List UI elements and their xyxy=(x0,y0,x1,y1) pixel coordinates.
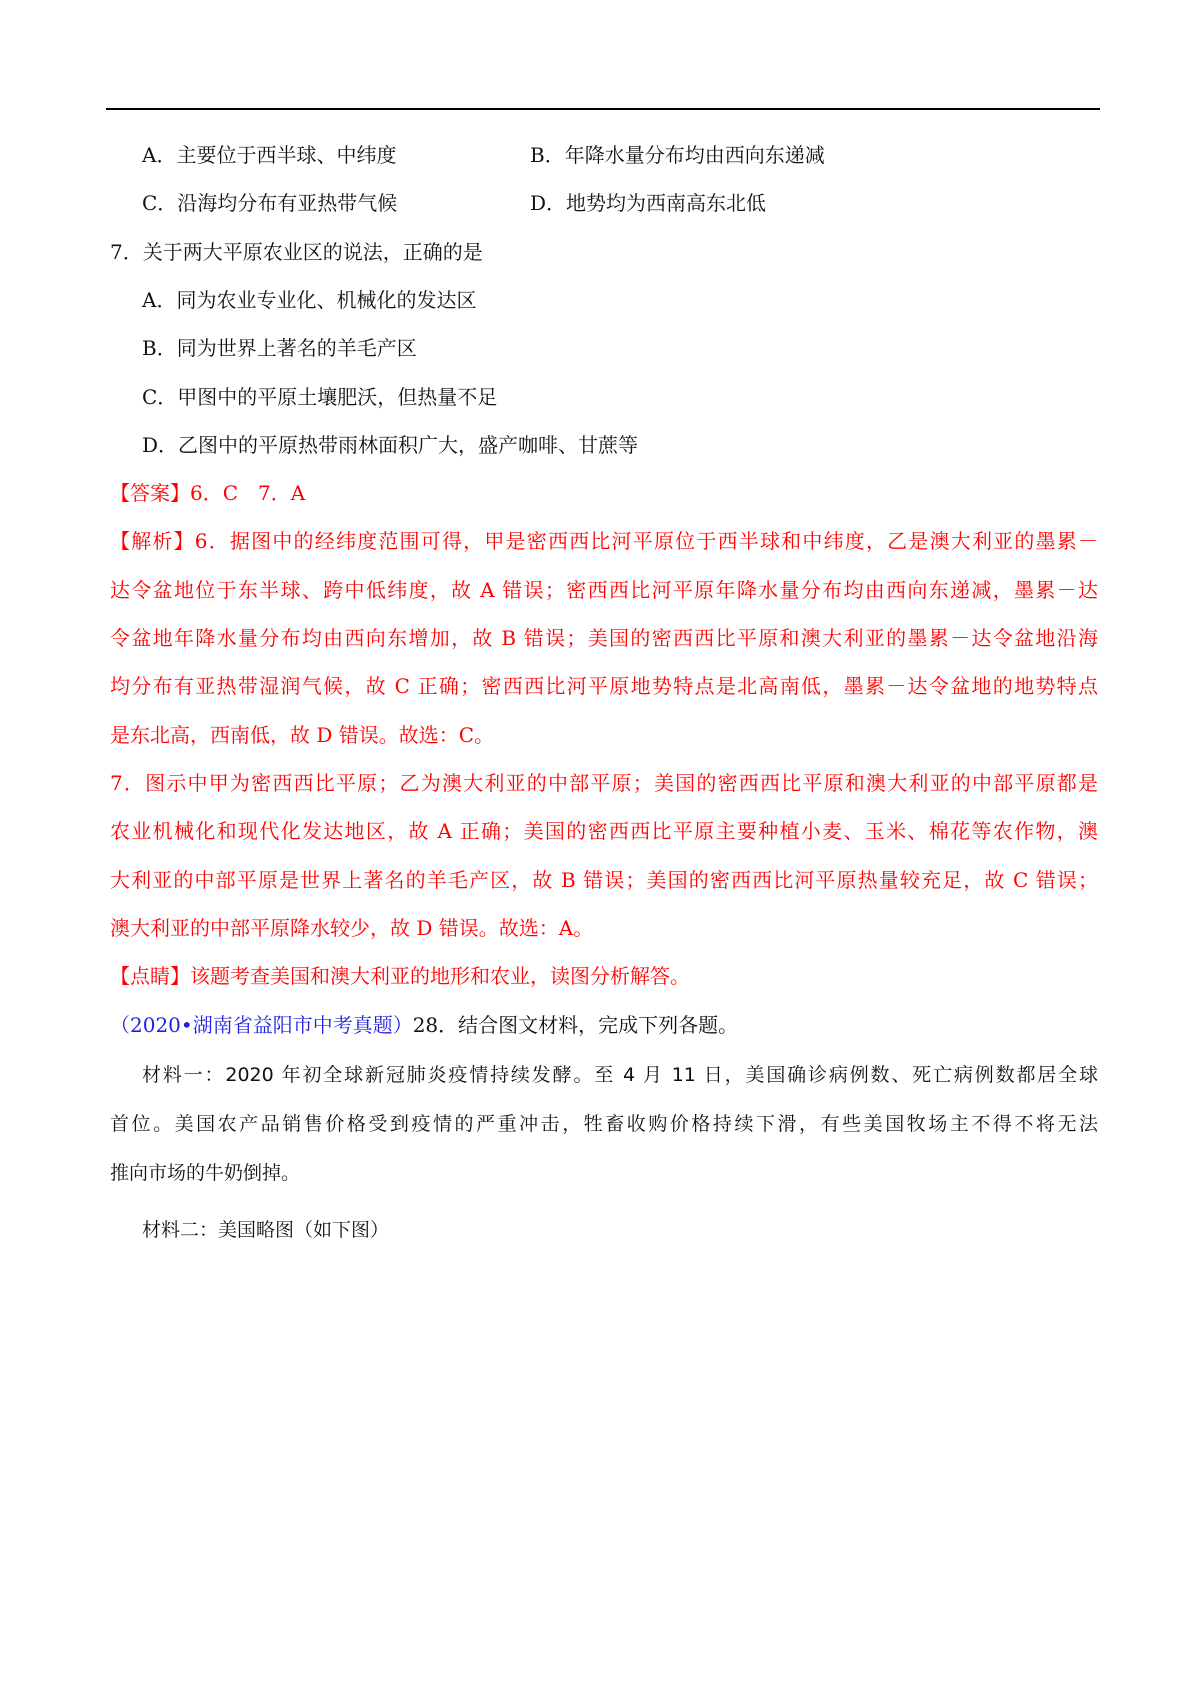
q7-option-b: B．同为世界上著名的羊毛产区 xyxy=(142,336,417,360)
q7-stem: 7．关于两大平原农业区的说法，正确的是 xyxy=(110,240,483,264)
q28-line xyxy=(110,1011,738,1039)
analysis-6-line: 均分布有亚热带湿润气候，故 C 正确；密西西比河平原地势特点是北高南低，墨累－达令盆地的地势特点 xyxy=(110,674,1098,698)
analysis-7-line: 农业机械化和现代化发达地区，故 A 正确；美国的密西西比平原主要种植小麦、玉米、棉花等农作物，澳 xyxy=(110,819,1098,843)
analysis-7-line: 7．图示中甲为密西西比平原；乙为澳大利亚的中部平原；美国的密西西比平原和澳大利亚的中部平原都是 xyxy=(110,771,1098,795)
material-2-line: 材料二：美国略图（如下图） xyxy=(142,1219,390,1241)
analysis-6-line: 【解析】6．据图中的经纬度范围可得，甲是密西西比河平原位于西半球和中纬度，乙是澳大利亚的墨累－ xyxy=(110,529,1098,553)
q7-option-d: D．乙图中的平原热带雨林面积广大，盛产咖啡、甘蔗等 xyxy=(142,433,639,457)
analysis-7-line: 大利亚的中部平原是世界上著名的羊毛产区，故 B 错误；美国的密西西比河平原热量较充足，故 C 错误； xyxy=(110,868,1098,892)
q28-stem: 28．结合图文材料，完成下列各题。 xyxy=(412,1013,739,1037)
answer-line: 【答案】6．C 7．A xyxy=(110,481,306,505)
material-1-line: 推向市场的牛奶倒掉。 xyxy=(110,1162,301,1184)
q7-option-c: C．甲图中的平原土壤肥沃，但热量不足 xyxy=(142,385,498,409)
analysis-6-line: 令盆地年降水量分布均由西向东增加，故 B 错误；美国的密西西比平原和澳大利亚的墨累－达令盆地沿海 xyxy=(110,626,1098,650)
analysis-6-line: 达令盆地位于东半球、跨中低纬度，故 A 错误；密西西比河平原年降水量分布均由西向东递减，墨累－达 xyxy=(110,578,1098,602)
material-1-line: 首位。美国农产品销售价格受到疫情的严重冲击，牲畜收购价格持续下滑，有些美国牧场主不得不将无法 xyxy=(110,1113,1098,1135)
analysis-6-line: 是东北高，西南低，故 D 错误。故选：C。 xyxy=(110,723,495,747)
q6-option-b: B．年降水量分布均由西向东递减 xyxy=(530,143,825,167)
comment-line: 【点睛】该题考查美国和澳大利亚的地形和农业，读图分析解答。 xyxy=(110,964,690,988)
material-1-line: 材料一：2020 年初全球新冠肺炎疫情持续发酵。至 4 月 11 日，美国确诊病例数、死亡病例数都居全球 xyxy=(142,1064,1098,1086)
analysis-7-line: 澳大利亚的中部平原降水较少，故 D 错误。故选：A。 xyxy=(110,916,594,940)
q28-source: （2020•湖南省益阳市中考真题） xyxy=(110,1013,413,1037)
q6-option-c: C．沿海均分布有亚热带气候 xyxy=(142,191,398,215)
q6-option-d: D．地势均为西南高东北低 xyxy=(530,191,767,215)
header-rule xyxy=(106,108,1100,110)
q7-option-a: A．同为农业专业化、机械化的发达区 xyxy=(142,288,477,312)
q6-option-a: A．主要位于西半球、中纬度 xyxy=(142,143,397,167)
